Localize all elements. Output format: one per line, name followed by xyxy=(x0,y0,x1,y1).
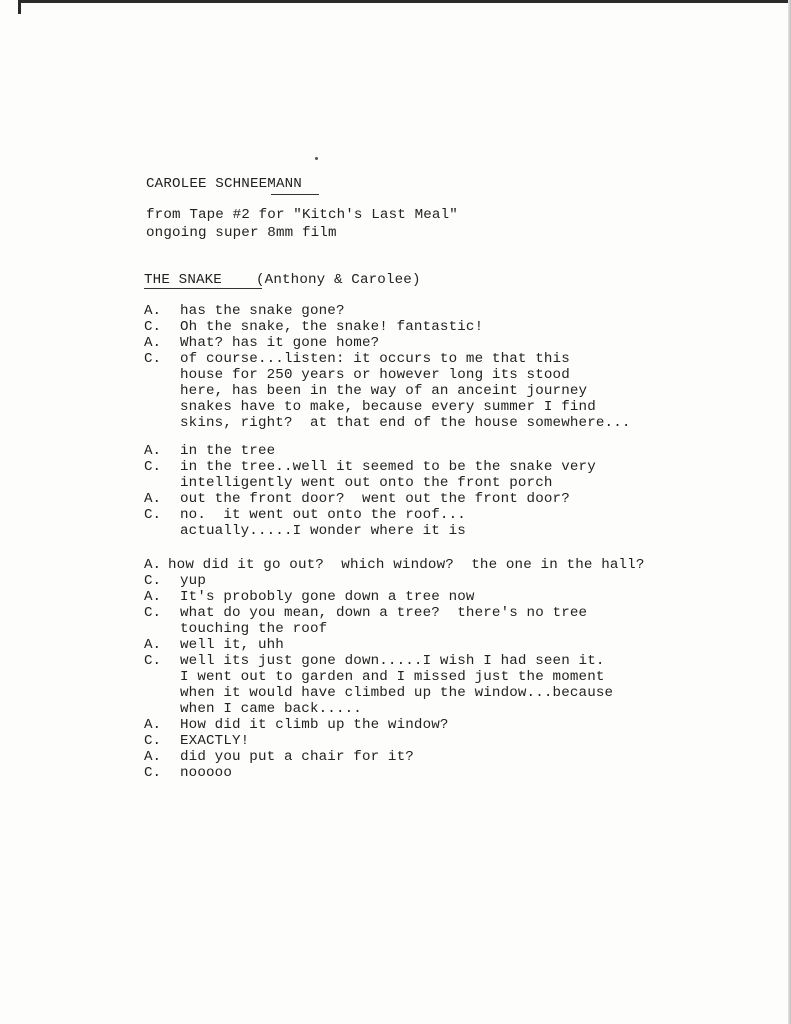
dialogue-line: in the tree..well it seemed to be the snake very xyxy=(180,459,596,475)
speaker-label: C. xyxy=(144,605,162,621)
dialogue-line: did you put a chair for it? xyxy=(180,749,414,765)
dialogue-line: no. it went out onto the roof... xyxy=(180,507,466,523)
scan-edge-top xyxy=(20,0,791,3)
dialogue-line: what do you mean, down a tree? there's no tree xyxy=(180,605,588,621)
dialogue-line: here, has been in the way of an anceint journey xyxy=(180,383,588,399)
dialogue-line: skins, right? at that end of the house somewhere... xyxy=(180,415,631,431)
speaker-label: A. xyxy=(144,589,162,605)
speaker-label: A. xyxy=(144,303,162,319)
speaker-label: C. xyxy=(144,319,162,335)
section-title-underline xyxy=(144,288,262,289)
dialogue-line: actually.....I wonder where it is xyxy=(180,523,466,539)
source-line-1: from Tape #2 for "Kitch's Last Meal" xyxy=(146,207,458,223)
dialogue-line: intelligently went out onto the front porch xyxy=(180,475,553,491)
source-line-2: ongoing super 8mm film xyxy=(146,225,337,241)
dialogue-line: Oh the snake, the snake! fantastic! xyxy=(180,319,484,335)
speaker-label: A. xyxy=(144,335,162,351)
dialogue-line: It's probobly gone down a tree now xyxy=(180,589,475,605)
speaker-label: C. xyxy=(144,351,162,367)
speaker-label: A. xyxy=(144,491,162,507)
section-title: THE SNAKE xyxy=(144,272,222,288)
dialogue-line: yup xyxy=(180,573,206,589)
author-underline xyxy=(271,194,319,195)
dialogue-line: house for 250 years or however long its stood xyxy=(180,367,570,383)
speaker-label: C. xyxy=(144,573,162,589)
speaker-label: A. xyxy=(144,637,162,653)
scan-edge-left xyxy=(18,0,21,14)
dialogue-line: when I came back..... xyxy=(180,701,362,717)
speaker-label: C. xyxy=(144,653,162,669)
speaker-label: A. xyxy=(144,749,162,765)
speaker-label: C. xyxy=(144,459,162,475)
dialogue-line: of course...listen: it occurs to me that this xyxy=(180,351,570,367)
dialogue-line: well it, uhh xyxy=(180,637,284,653)
dialogue-line: how did it go out? which window? the one in the hall? xyxy=(168,557,645,573)
ink-speck xyxy=(315,157,318,160)
dialogue-line: in the tree xyxy=(180,443,276,459)
speaker-label: C. xyxy=(144,507,162,523)
dialogue-line: I went out to garden and I missed just the moment xyxy=(180,669,605,685)
author-name: CAROLEE SCHNEEMANN xyxy=(146,176,302,192)
dialogue-line: How did it climb up the window? xyxy=(180,717,449,733)
section-participants: (Anthony & Carolee) xyxy=(256,272,421,288)
dialogue-line: EXACTLY! xyxy=(180,733,250,749)
dialogue-line: snakes have to make, because every summer I find xyxy=(180,399,596,415)
speaker-label: A. xyxy=(144,557,162,573)
dialogue-line: What? has it gone home? xyxy=(180,335,380,351)
speaker-label: A. xyxy=(144,717,162,733)
dialogue-line: when it would have climbed up the window...because xyxy=(180,685,614,701)
dialogue-line: nooooo xyxy=(180,765,232,781)
speaker-label: A. xyxy=(144,443,162,459)
speaker-label: C. xyxy=(144,733,162,749)
dialogue-line: touching the roof xyxy=(180,621,328,637)
dialogue-line: out the front door? went out the front door? xyxy=(180,491,570,507)
speaker-label: C. xyxy=(144,765,162,781)
dialogue-line: has the snake gone? xyxy=(180,303,345,319)
dialogue-line: well its just gone down.....I wish I had seen it. xyxy=(180,653,605,669)
